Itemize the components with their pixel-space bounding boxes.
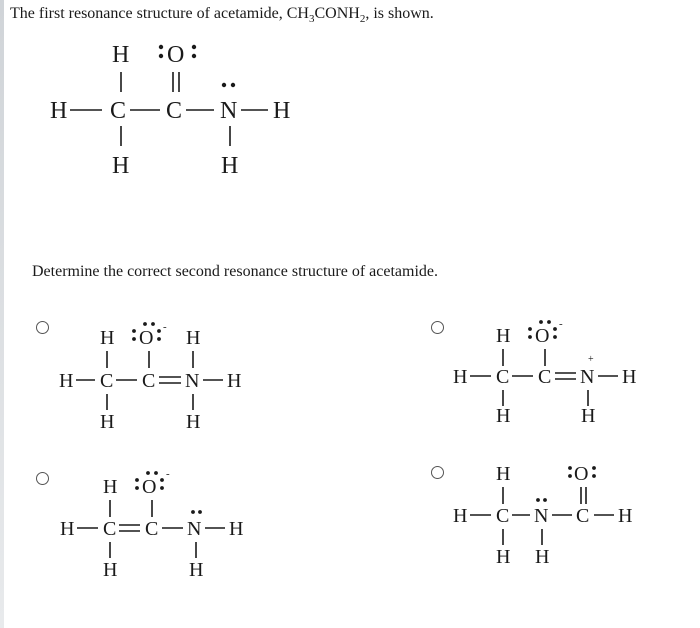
atom-h: H [227,370,242,392]
atom-n: N [185,370,200,392]
atom-h: H [535,546,550,568]
atom-c: C [166,98,183,124]
option-b-radio[interactable] [431,321,444,334]
atom-h: H [221,153,239,179]
atom-c: C [496,505,510,527]
atom-h: H [103,559,118,581]
charge-plus: + [588,354,594,365]
atom-h: H [496,463,511,485]
atom-c: C [110,98,127,124]
atom-h: H [112,153,130,179]
option-c-radio[interactable] [36,472,49,485]
atom-o: O [535,325,550,347]
option-d-radio[interactable] [431,466,444,479]
atom-o: O [574,463,589,485]
atom-c: C [142,370,156,392]
charge-minus: - [166,468,170,480]
atom-n: N [187,518,202,540]
atom-c: C [496,366,510,388]
atom-h: H [453,505,468,527]
atom-o: O [139,327,154,349]
option-c-structure[interactable] [55,463,275,588]
option-b-structure[interactable] [448,318,668,438]
prompt-text: Determine the correct second resonance structure of acetamide. [32,263,439,280]
atom-h: H [50,98,68,124]
atom-h: H [622,366,637,388]
atom-o: O [142,476,157,498]
option-a-radio[interactable] [36,321,49,334]
atom-h: H [496,546,511,568]
window-edge [0,0,4,628]
atom-n: N [580,366,595,388]
atom-c: C [576,505,590,527]
atom-h: H [496,405,511,427]
atom-o: O [167,42,185,68]
atom-h: H [100,411,115,433]
atom-h: H [581,405,596,427]
charge-minus: - [163,321,167,333]
atom-h: H [100,327,115,349]
atom-h: H [60,518,75,540]
atom-n: N [220,98,238,124]
atom-n: N [534,505,549,527]
atom-c: C [103,518,117,540]
atom-h: H [189,559,204,581]
atom-h: H [59,370,74,392]
atom-h: H [229,518,244,540]
charge-minus: - [559,318,563,330]
given-structure [40,28,320,188]
atom-h: H [186,411,201,433]
atom-c: C [145,518,159,540]
atom-h: H [496,325,511,347]
atom-h: H [186,327,201,349]
option-a-structure[interactable] [55,318,275,438]
atom-h: H [112,42,130,68]
option-d-structure[interactable] [448,458,668,573]
atom-h: H [103,476,118,498]
atom-h: H [453,366,468,388]
atom-h: H [273,98,291,124]
atom-c: C [538,366,552,388]
atom-h: H [618,505,633,527]
question-text: The first resonance structure of acetamide, $CH_3CONH_2$, is shown. [10,5,434,26]
atom-c: C [100,370,114,392]
